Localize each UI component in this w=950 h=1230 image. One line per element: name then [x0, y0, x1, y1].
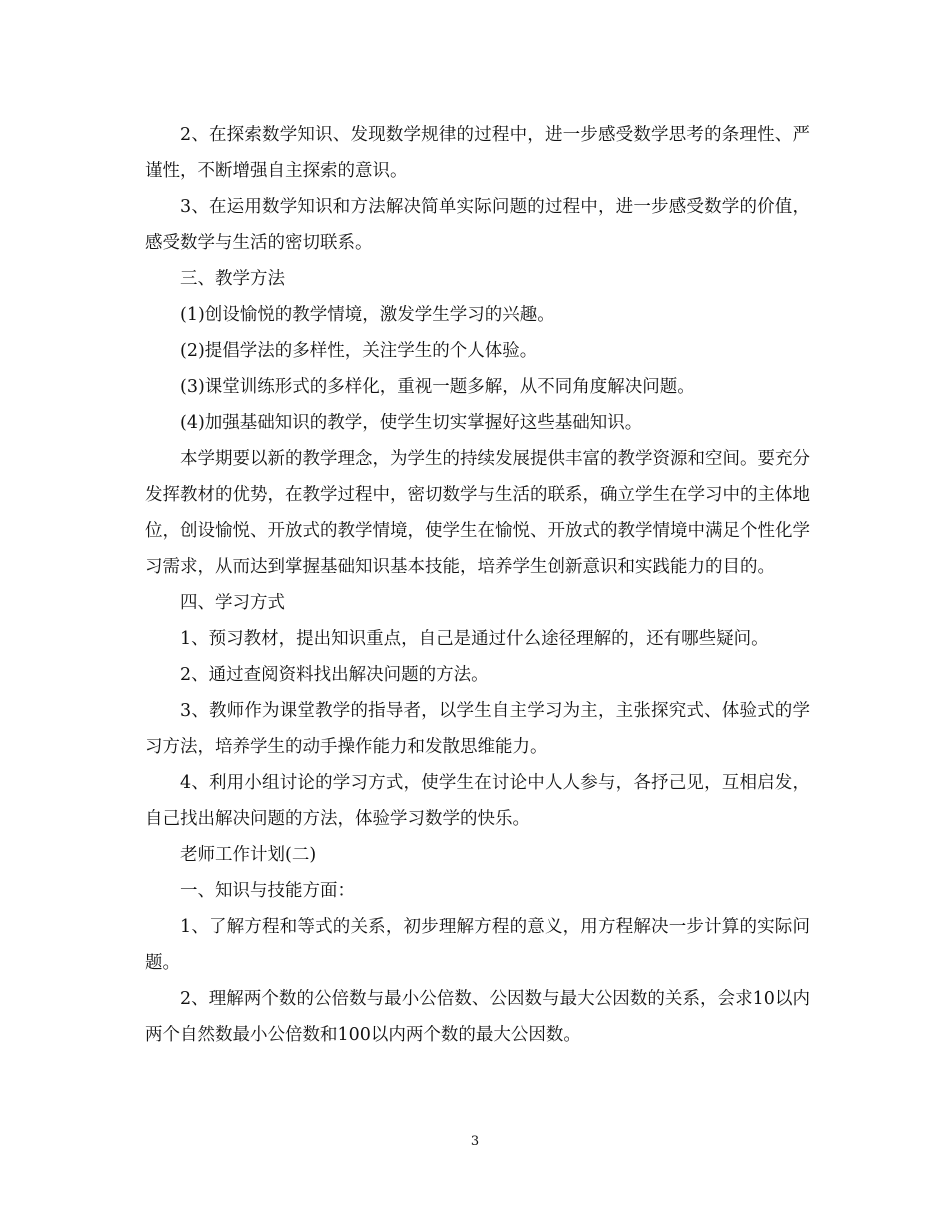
heading-teaching-methods: 三、教学方法 [180, 269, 285, 289]
paragraph-knowledge-1: 1、了解方程和等式的关系，初步理解方程的意义，用方程解决一步计算的实际问题。 [145, 917, 810, 973]
paragraph-learning-3: 3、教师作为课堂教学的指导者，以学生自主学习为主，主张探究式、体验式的学习方法，培养学生的动手操作能力和发散思维能力。 [145, 701, 810, 757]
paragraph-semester-plan: 本学期要以新的教学理念，为学生的持续发展提供丰富的教学资源和空间。要充分发挥教材的优势，在教学过程中，密切数学与生活的联系，确立学生在学习中的主体地位，创设愉悦、开放式的教学情境，使学生在愉悦、开放式的教学情境中满足个性化学习需求，从而达到掌握基础知识基本技能，培养学生创新意识和实践能力的目的。 [145, 449, 810, 577]
paragraph-learning-1: 1、预习教材，提出知识重点，自己是通过什么途径理解的，还有哪些疑问。 [180, 629, 769, 649]
heading-work-plan-2: 老师工作计划(二) [180, 845, 317, 865]
heading-learning-style: 四、学习方式 [180, 593, 285, 613]
paragraph-method-2: (2)提倡学法的多样性，关注学生的个人体验。 [180, 341, 538, 361]
paragraph-goal-2: 2、在探索数学知识、发现数学规律的过程中，进一步感受数学思考的条理性、严谨性，不断增强自主探索的意识。 [145, 125, 810, 181]
page-number: 3 [470, 1134, 480, 1149]
paragraph-goal-3: 3、在运用数学知识和方法解决简单实际问题的过程中，进一步感受数学的价值，感受数学与生活的密切联系。 [145, 197, 810, 253]
paragraph-method-4: (4)加强基础知识的教学，使学生切实掌握好这些基础知识。 [180, 413, 643, 433]
paragraph-learning-4: 4、利用小组讨论的学习方式，使学生在讨论中人人参与，各抒己见，互相启发， 自己找出解决问题的方法，体验学习数学的快乐。 [145, 773, 810, 829]
heading-knowledge-skills: 一、知识与技能方面： [180, 881, 355, 901]
paragraph-method-3: (3)课堂训练形式的多样化，重视一题多解，从不同角度解决问题。 [180, 377, 695, 397]
paragraph-learning-2: 2、通过查阅资料找出解决问题的方法。 [180, 665, 489, 685]
paragraph-method-1: (1)创设愉悦的教学情境，激发学生学习的兴趣。 [180, 305, 555, 325]
paragraph-knowledge-2: 2、理解两个数的公倍数与最小公倍数、公因数与最大公因数的关系，会求10以内两个自然数最小公倍数和100以内两个数的最大公因数。 [145, 989, 810, 1045]
document-body [145, 117, 810, 1053]
